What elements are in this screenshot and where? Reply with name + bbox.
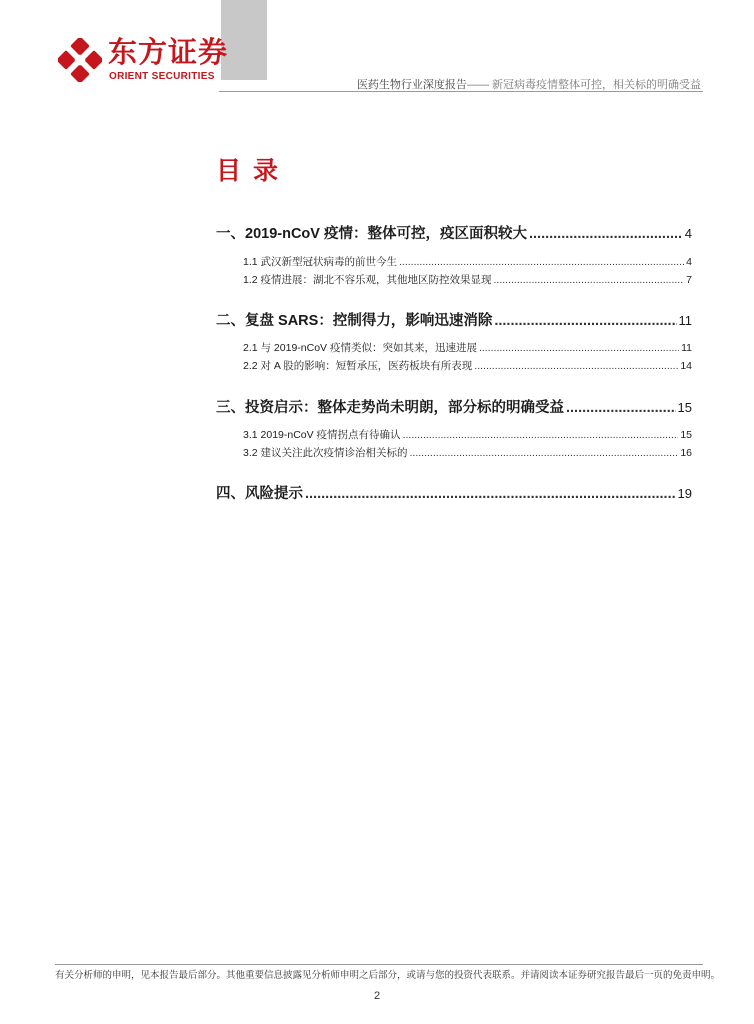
toc-leader-dots: [305, 486, 676, 502]
report-type: 医药生物行业深度报告: [356, 79, 467, 91]
toc-entry-3[interactable]: [216, 396, 692, 414]
toc-entry-3-1[interactable]: [243, 427, 692, 441]
toc-entry-page: 4: [684, 226, 692, 241]
toc-entry-4[interactable]: [216, 482, 692, 500]
toc-entry-1[interactable]: [216, 222, 692, 240]
toc-entry-label: 四、风险提示: [216, 486, 303, 502]
toc-entry-3-2[interactable]: [243, 445, 692, 459]
toc-entry-1-2[interactable]: [243, 272, 692, 286]
page-number: 2: [373, 990, 381, 1002]
toc-leader-dots: [410, 447, 679, 459]
toc-leader-dots: [494, 313, 676, 329]
toc-entry-label: 1.2 疫情进展：湖北不容乐观，其他地区防控效果显现: [243, 274, 492, 286]
brand-name-cn: 东方证券: [108, 37, 229, 69]
toc-entry-label: 3.1 2019-nCoV 疫情拐点有待确认: [243, 429, 401, 441]
toc-entry-2-1[interactable]: [243, 340, 692, 354]
toc-entry-page: 15: [680, 429, 692, 441]
toc-entry-label: 一、2019-nCoV 疫情：整体可控，疫区面积较大: [216, 226, 527, 242]
report-subtitle: —— 新冠病毒疫情整体可控，相关标的明确受益: [466, 79, 701, 91]
toc-entry-label: 二、复盘 SARS：控制得力，影响迅速消除: [216, 313, 493, 329]
toc-entry-page: 15: [677, 400, 692, 415]
footer-divider: [55, 964, 703, 965]
toc-leader-dots: [494, 274, 685, 286]
report-header-title: [357, 76, 701, 92]
toc-leader-dots: [479, 342, 679, 354]
toc-entry-page: 11: [681, 342, 692, 354]
orient-securities-logo-icon: [58, 38, 102, 82]
toc-leader-dots: [474, 360, 678, 372]
toc-entry-page: 7: [686, 274, 692, 286]
toc-leader-dots: [399, 256, 684, 268]
toc-entry-label: 3.2 建议关注此次疫情诊治相关标的: [243, 447, 408, 459]
toc-leader-dots: [529, 226, 683, 242]
toc-entry-1-1[interactable]: [243, 254, 692, 268]
toc-entry-label: 2.1 与 2019-nCoV 疫情类似：突如其来，迅速进展: [243, 342, 477, 354]
toc-entry-page: 14: [680, 360, 692, 372]
toc-leader-dots: [566, 400, 676, 416]
toc-entry-label: 三、投资启示：整体走势尚未明朗，部分标的明确受益: [216, 400, 564, 416]
brand-name-en: ORIENT SECURITIES: [109, 71, 215, 82]
toc-entry-label: 1.1 武汉新型冠状病毒的前世今生: [243, 256, 398, 268]
toc-entry-2-2[interactable]: [243, 358, 692, 372]
header-divider: [219, 91, 703, 92]
toc-entry-2[interactable]: [216, 309, 692, 327]
footer-disclaimer: 有关分析师的申明，见本报告最后部分。其他重要信息披露见分析师申明之后部分，或请与您的投资代表联系。并请阅读本证券研究报告最后一页的免责申明。: [55, 970, 721, 981]
toc-entry-page: 4: [686, 256, 692, 268]
toc-leader-dots: [403, 429, 679, 441]
toc-entry-page: 11: [678, 313, 692, 328]
toc-entry-page: 16: [680, 447, 692, 459]
toc-entry-page: 19: [677, 486, 692, 501]
toc-entry-label: 2.2 对 A 股的影响：短暂承压，医药板块有所表现: [243, 360, 473, 372]
toc-title: 目录: [216, 157, 291, 185]
